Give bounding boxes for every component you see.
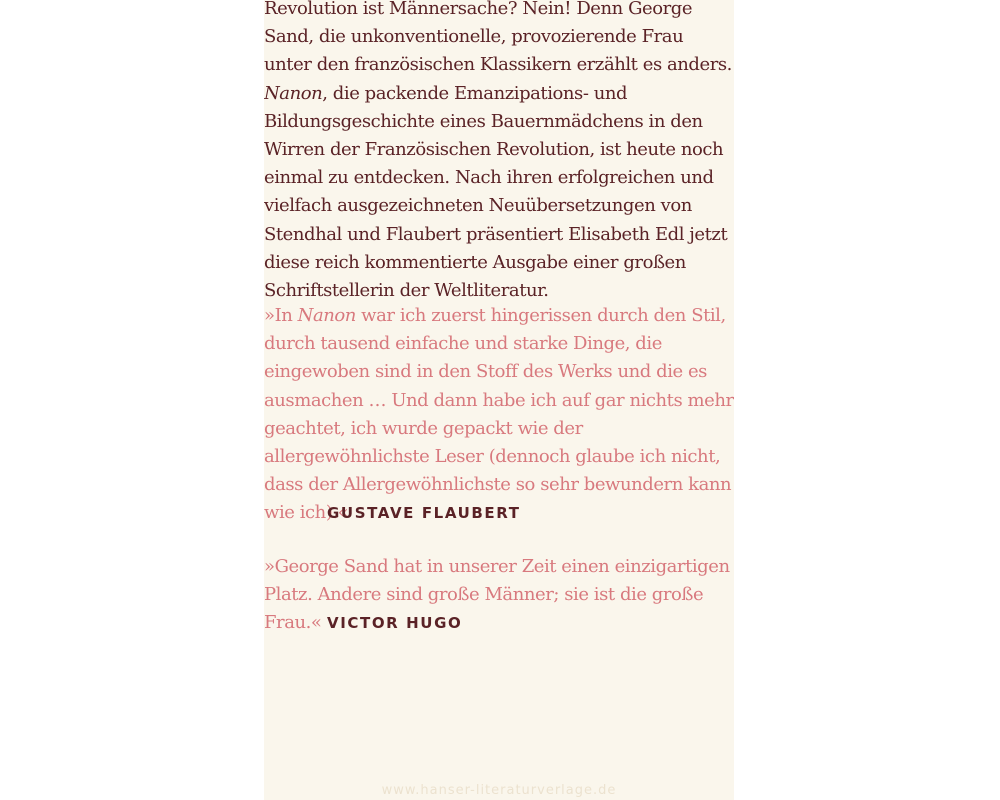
flaubert-quote-open: »In: [264, 305, 298, 326]
blurb-book-title: Nanon: [264, 82, 323, 104]
flaubert-attribution: GUSTAVE FLAUBERT: [327, 504, 521, 522]
publisher-url: www.hanser-literaturverlage.de: [381, 783, 617, 798]
hugo-quote: »George Sand hat in unserer Zeit einen einzigartigen Platz. Andere sind große Männer; sie ist die große Frau.«: [264, 556, 730, 634]
blurb-text-part1: Revolution ist Männersache? Nein! Denn George Sand, die unkonventionelle, provozierende Frau unter den französischen Klassikern erzählt es anders.: [264, 0, 732, 76]
flaubert-quote-book-title: Nanon: [297, 305, 356, 326]
blurb-text-part2: , die packende Emanzipations- und Bildungsgeschichte eines Bauernmädchens in den Wirren der Französischen Revolution, ist heute noch einmal zu entdecken. Nach ihren erfolgreichen und vielfach ausgezeichneten Neuübersetzungen von Stendhal und Flaubert präsentiert Elisabeth Edl jetzt diese reich kommentierte Ausgabe einer großen Schriftstellerin der Weltliteratur.: [264, 82, 728, 302]
flaubert-quote: [264, 302, 734, 528]
book-back-cover: [264, 0, 734, 800]
blurb-paragraph: [264, 0, 734, 305]
hugo-attribution: VICTOR HUGO: [327, 614, 463, 632]
flaubert-quote-text: war ich zuerst hingerissen durch den Stil, durch tausend einfache und starke Dinge, die eingewoben sind in den Stoff des Werks und die es ausmachen … Und dann habe ich auf gar nichts mehr geachtet, ich wurde gepackt wie der allergewöhnlichste Leser (dennoch glaube ich nicht, dass der Allergewöhnlichste so sehr bewundern kann wie ich).«: [264, 305, 734, 524]
